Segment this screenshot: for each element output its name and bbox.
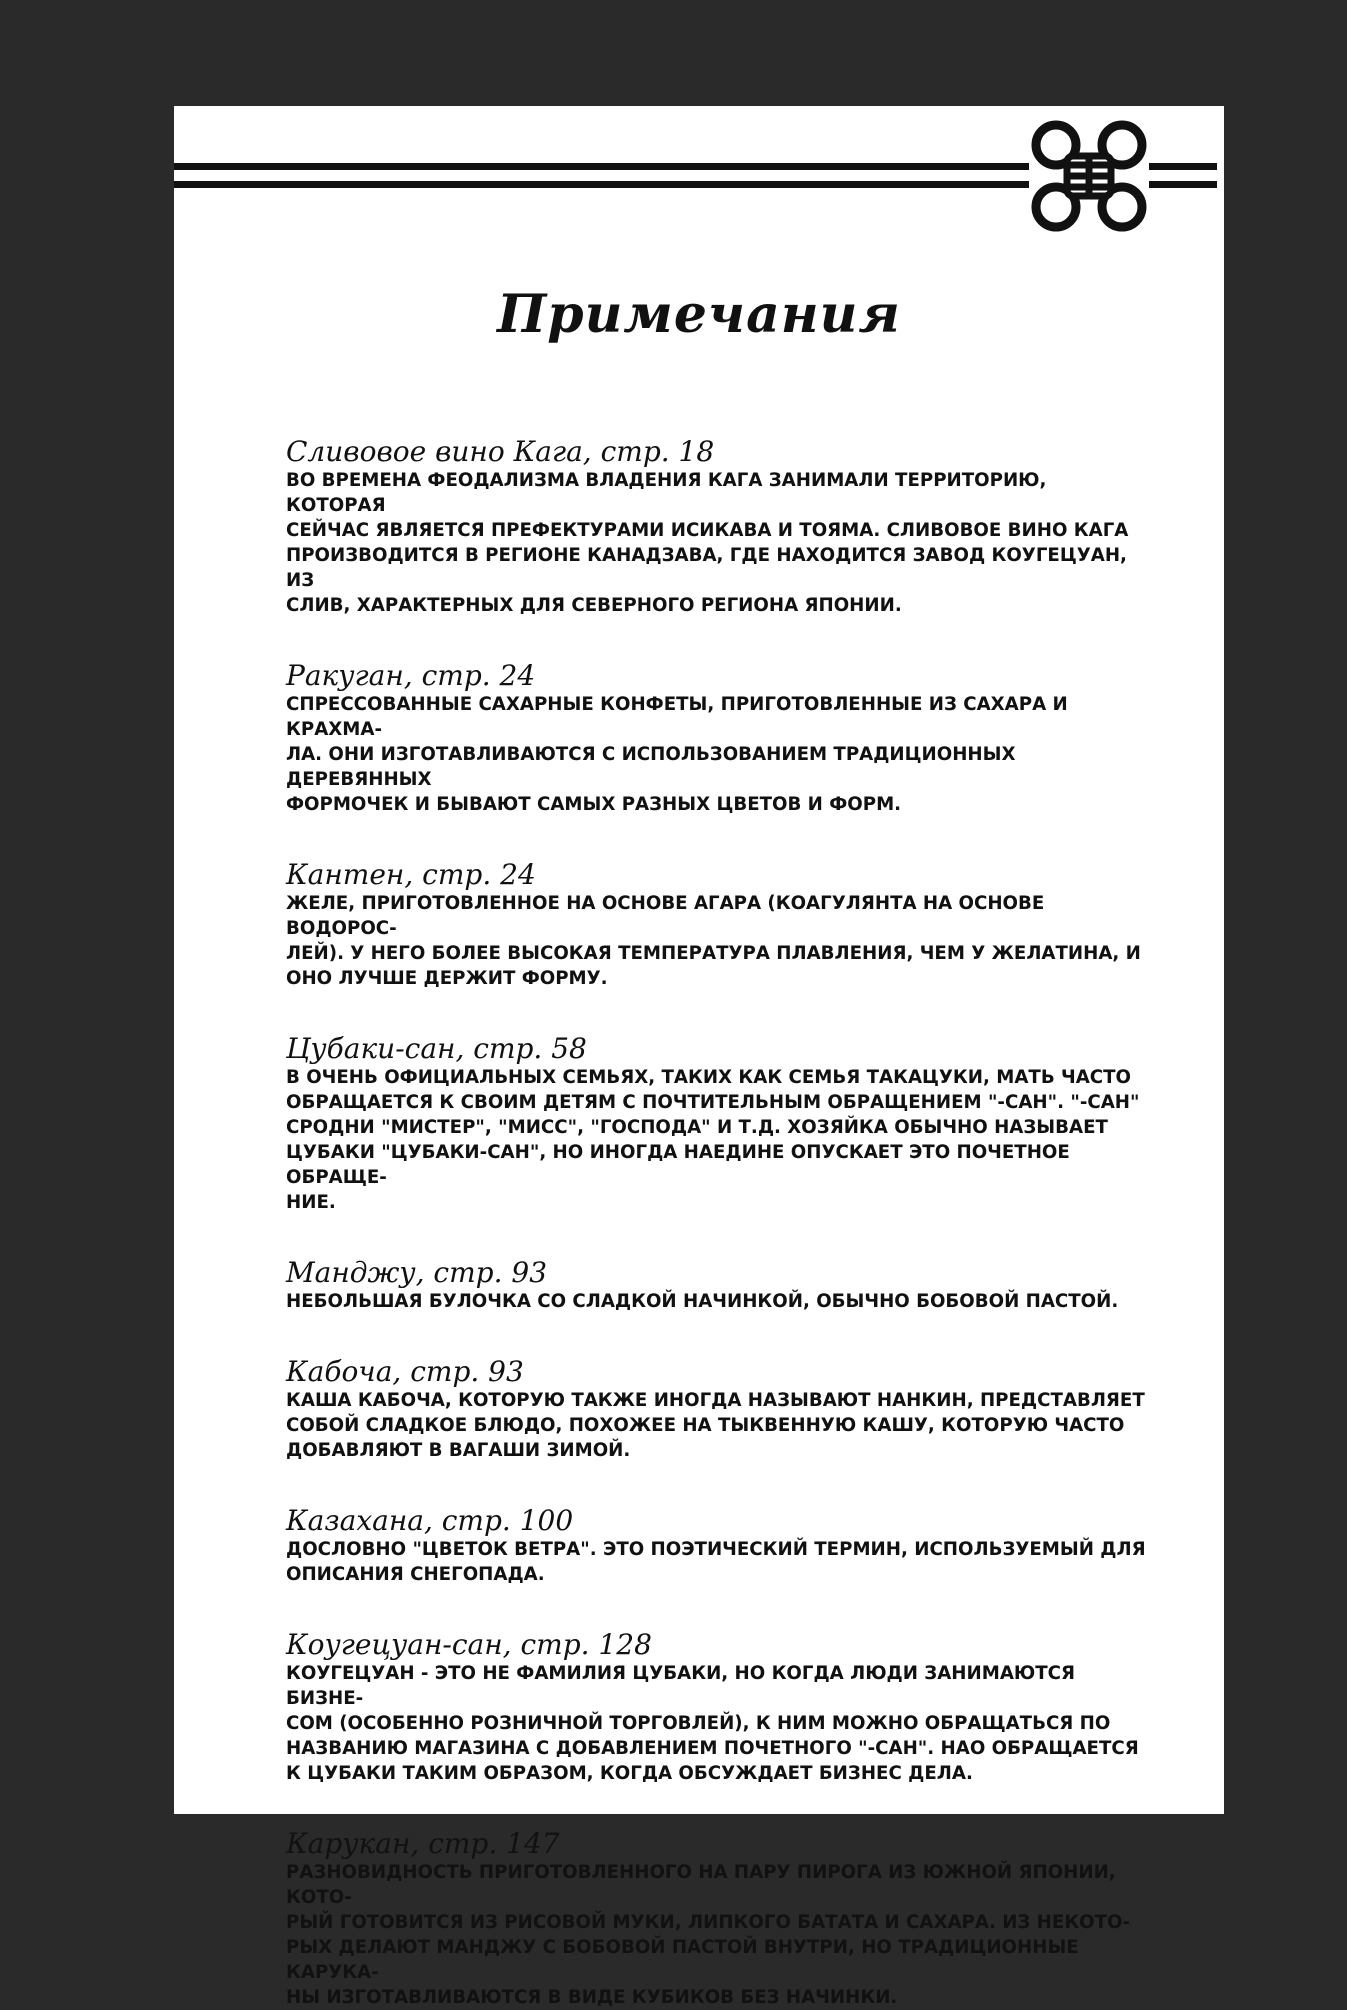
note-body	[286, 1289, 1146, 1314]
note-entry	[286, 1505, 1146, 1587]
note-line: ФОРМОЧЕК И БЫВАЮТ САМЫХ РАЗНЫХ ЦВЕТОВ И ФОРМ.	[286, 794, 902, 815]
note-body	[286, 1661, 1146, 1786]
note-line: НЫ ИЗГОТАВЛИВАЮТСЯ В ВИДЕ КУБИКОВ БЕЗ НАЧИНКИ.	[286, 1987, 898, 2008]
note-entry	[286, 660, 1146, 817]
note-line: СРОДНИ "МИСТЕР", "МИСС", "ГОСПОДА" И Т.Д. ХОЗЯЙКА ОБЫЧНО НАЗЫВАЕТ	[286, 1117, 1108, 1138]
note-heading: Цубаки-сан, стр. 58	[286, 1032, 587, 1065]
note-entry	[286, 1629, 1146, 1786]
note-line: СЛИВ, ХАРАКТЕРНЫХ ДЛЯ СЕВЕРНОГО РЕГИОНА ЯПОНИИ.	[286, 595, 902, 616]
note-body	[286, 891, 1146, 991]
note-line: ПРОИЗВОДИТСЯ В РЕГИОНЕ КАНАДЗАВА, ГДЕ НАХОДИТСЯ ЗАВОД КОУГЕЦУАН, ИЗ	[286, 545, 1127, 591]
note-heading: Карукан, стр. 147	[286, 1827, 560, 1860]
note-line: НИЕ.	[286, 1192, 336, 1213]
note-line: РЫЙ ГОТОВИТСЯ ИЗ РИСОВОЙ МУКИ, ЛИПКОГО БАТАТА И САХАРА. ИЗ НЕКОТО-	[286, 1912, 1131, 1933]
page-title: Примечания	[497, 284, 901, 345]
note-line: СОБОЙ СЛАДКОЕ БЛЮДО, ПОХОЖЕЕ НА ТЫКВЕННУЮ КАШУ, КОТОРУЮ ЧАСТО	[286, 1415, 1125, 1436]
note-line: КОУГЕЦУАН - ЭТО НЕ ФАМИЛИЯ ЦУБАКИ, НО КОГДА ЛЮДИ ЗАНИМАЮТСЯ БИЗНЕ-	[286, 1663, 1076, 1709]
note-line: ЛЕЙ). У НЕГО БОЛЕЕ ВЫСОКАЯ ТЕМПЕРАТУРА ПЛАВЛЕНИЯ, ЧЕМ У ЖЕЛАТИНА, И	[286, 943, 1141, 964]
note-line: ДОБАВЛЯЮТ В ВАГАШИ ЗИМОЙ.	[286, 1440, 631, 1461]
note-body	[286, 1537, 1146, 1587]
note-entry	[286, 1356, 1146, 1463]
note-entry	[286, 859, 1146, 991]
note-line: ЛА. ОНИ ИЗГОТАВЛИВАЮТСЯ С ИСПОЛЬЗОВАНИЕМ ТРАДИЦИОННЫХ ДЕРЕВЯННЫХ	[286, 744, 1016, 790]
note-line: ВО ВРЕМЕНА ФЕОДАЛИЗМА ВЛАДЕНИЯ КАГА ЗАНИМАЛИ ТЕРРИТОРИЮ, КОТОРАЯ	[286, 470, 1047, 516]
note-line: СЕЙЧАС ЯВЛЯЕТСЯ ПРЕФЕКТУРАМИ ИСИКАВА И ТОЯМА. СЛИВОВОЕ ВИНО КАГА	[286, 520, 1129, 541]
note-heading: Кабоча, стр. 93	[286, 1355, 524, 1388]
note-line: СПРЕССОВАННЫЕ САХАРНЫЕ КОНФЕТЫ, ПРИГОТОВЛЕННЫЕ ИЗ САХАРА И КРАХМА-	[286, 694, 1068, 740]
notes-page	[174, 106, 1224, 2008]
note-line: ОБРАЩАЕТСЯ К СВОИМ ДЕТЯМ С ПОЧТИТЕЛЬНЫМ ОБРАЩЕНИЕМ "-САН". "-САН"	[286, 1092, 1140, 1113]
note-heading: Ракуган, стр. 24	[286, 659, 536, 692]
note-line: ДОСЛОВНО "ЦВЕТОК ВЕТРА". ЭТО ПОЭТИЧЕСКИЙ ТЕРМИН, ИСПОЛЬЗУЕМЫЙ ДЛЯ	[286, 1539, 1146, 1560]
knot-ornament-icon	[1029, 118, 1149, 234]
note-heading: Манджу, стр. 93	[286, 1256, 548, 1289]
note-body	[286, 692, 1146, 817]
note-line: ЦУБАКИ "ЦУБАКИ-САН", НО ИНОГДА НАЕДИНЕ ОПУСКАЕТ ЭТО ПОЧЕТНОЕ ОБРАЩЕ-	[286, 1142, 1070, 1188]
note-entry	[286, 436, 1146, 618]
note-heading: Коугецуан-сан, стр. 128	[286, 1628, 652, 1661]
note-body	[286, 468, 1146, 618]
note-entry	[286, 1828, 1146, 2010]
note-line: НЕБОЛЬШАЯ БУЛОЧКА СО СЛАДКОЙ НАЧИНКОЙ, ОБЫЧНО БОБОВОЙ ПАСТОЙ.	[286, 1291, 1119, 1312]
note-heading: Кантен, стр. 24	[286, 858, 536, 891]
notes-list	[286, 436, 1146, 2010]
note-body	[286, 1388, 1146, 1463]
note-line: КАША КАБОЧА, КОТОРУЮ ТАКЖЕ ИНОГДА НАЗЫВАЮТ НАНКИН, ПРЕДСТАВЛЯЕТ	[286, 1390, 1145, 1411]
note-line: ОПИСАНИЯ СНЕГОПАДА.	[286, 1564, 545, 1585]
note-entry	[286, 1257, 1146, 1314]
note-body	[286, 1065, 1146, 1215]
note-line: К ЦУБАКИ ТАКИМ ОБРАЗОМ, КОГДА ОБСУЖДАЕТ БИЗНЕС ДЕЛА.	[286, 1763, 973, 1784]
note-line: ЖЕЛЕ, ПРИГОТОВЛЕННОЕ НА ОСНОВЕ АГАРА (КОАГУЛЯНТА НА ОСНОВЕ ВОДОРОС-	[286, 893, 1045, 939]
note-line: В ОЧЕНЬ ОФИЦИАЛЬНЫХ СЕМЬЯХ, ТАКИХ КАК СЕМЬЯ ТАКАЦУКИ, МАТЬ ЧАСТО	[286, 1067, 1132, 1088]
note-entry	[286, 1033, 1146, 1215]
note-heading: Казахана, стр. 100	[286, 1504, 574, 1537]
note-line: РАЗНОВИДНОСТЬ ПРИГОТОВЛЕННОГО НА ПАРУ ПИРОГА ИЗ ЮЖНОЙ ЯПОНИИ, КОТО-	[286, 1862, 1116, 1908]
note-line: ОНО ЛУЧШЕ ДЕРЖИТ ФОРМУ.	[286, 968, 608, 989]
note-line: СОМ (ОСОБЕННО РОЗНИЧНОЙ ТОРГОВЛЕЙ), К НИМ МОЖНО ОБРАЩАТЬСЯ ПО	[286, 1713, 1111, 1734]
note-body	[286, 1860, 1146, 2010]
note-line: РЫХ ДЕЛАЮТ МАНДЖУ С БОБОВОЙ ПАСТОЙ ВНУТРИ, НО ТРАДИЦИОННЫЕ КАРУКА-	[286, 1937, 1079, 1983]
note-heading: Сливовое вино Кага, стр. 18	[286, 435, 715, 468]
note-line: НАЗВАНИЮ МАГАЗИНА С ДОБАВЛЕНИЕМ ПОЧЕТНОГО "-САН". НАО ОБРАЩАЕТСЯ	[286, 1738, 1139, 1759]
